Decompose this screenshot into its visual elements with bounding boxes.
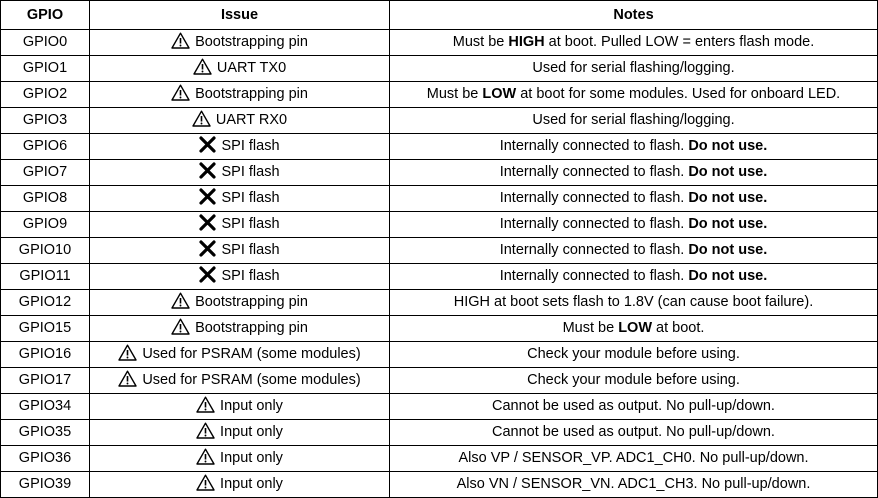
notes-cell [390, 368, 878, 394]
table-row [1, 420, 878, 446]
gpio-cell: GPIO8 [1, 186, 90, 212]
notes-text: Internally connected to flash. [499, 164, 689, 180]
notes-text: Used for serial flashing/logging. [532, 60, 735, 76]
gpio-cell: GPIO17 [1, 368, 90, 394]
table-row [1, 160, 878, 186]
cross-mark-icon [199, 240, 216, 257]
gpio-cell: GPIO16 [1, 342, 90, 368]
issue-cell [90, 134, 390, 160]
table-row [1, 472, 878, 498]
table-row [1, 342, 878, 368]
table-row [1, 56, 878, 82]
notes-text: HIGH at boot sets flash to 1.8V (can cause boot failure). [453, 294, 814, 310]
notes-cell [390, 290, 878, 316]
notes-cell [390, 56, 878, 82]
issue-text: Bootstrapping pin [195, 320, 308, 336]
issue-cell [90, 368, 390, 394]
gpio-cell: GPIO10 [1, 238, 90, 264]
notes-emphasis: Do not use. [688, 242, 768, 258]
notes-text: at boot. [652, 320, 705, 336]
notes-cell [390, 316, 878, 342]
issue-cell [90, 264, 390, 290]
issue-cell [90, 472, 390, 498]
gpio-cell: GPIO1 [1, 56, 90, 82]
issue-text: Bootstrapping pin [195, 34, 308, 50]
issue-cell [90, 108, 390, 134]
issue-text: SPI flash [221, 242, 280, 258]
issue-text: Input only [220, 476, 283, 492]
header-issue: Issue [90, 1, 390, 30]
notes-cell [390, 264, 878, 290]
notes-emphasis: Do not use. [688, 138, 768, 154]
notes-emphasis: Do not use. [688, 164, 768, 180]
notes-cell [390, 160, 878, 186]
gpio-cell: GPIO2 [1, 82, 90, 108]
table-body [1, 30, 878, 498]
header-gpio: GPIO [1, 1, 90, 30]
notes-text: Internally connected to flash. [499, 268, 689, 284]
issue-text: Used for PSRAM (some modules) [142, 372, 361, 388]
issue-text: Bootstrapping pin [195, 86, 308, 102]
issue-cell [90, 186, 390, 212]
table-row [1, 212, 878, 238]
issue-cell [90, 238, 390, 264]
notes-emphasis: HIGH [508, 34, 545, 50]
warning-triangle-icon [118, 370, 137, 387]
notes-text: Also VP / SENSOR_VP. ADC1_CH0. No pull-up/down. [458, 450, 809, 466]
notes-emphasis: Do not use. [688, 190, 768, 206]
gpio-cell: GPIO3 [1, 108, 90, 134]
cross-mark-icon [199, 214, 216, 231]
table-row [1, 394, 878, 420]
gpio-cell: GPIO0 [1, 30, 90, 56]
issue-cell [90, 160, 390, 186]
warning-triangle-icon [171, 292, 190, 309]
notes-cell [390, 134, 878, 160]
issue-text: SPI flash [221, 138, 280, 154]
cross-mark-icon [199, 188, 216, 205]
notes-emphasis: Do not use. [688, 268, 768, 284]
warning-triangle-icon [192, 110, 211, 127]
issue-cell [90, 82, 390, 108]
table-row [1, 134, 878, 160]
issue-cell [90, 420, 390, 446]
gpio-cell: GPIO39 [1, 472, 90, 498]
notes-text: Internally connected to flash. [499, 190, 689, 206]
issue-cell [90, 290, 390, 316]
notes-text: Internally connected to flash. [499, 138, 689, 154]
table-row [1, 446, 878, 472]
notes-emphasis: Do not use. [688, 216, 768, 232]
table-row [1, 316, 878, 342]
gpio-cell: GPIO34 [1, 394, 90, 420]
issue-cell [90, 212, 390, 238]
table-row [1, 108, 878, 134]
warning-triangle-icon [118, 344, 137, 361]
notes-text: Must be [562, 320, 619, 336]
notes-cell [390, 186, 878, 212]
notes-text: Cannot be used as output. No pull-up/down. [492, 424, 775, 440]
notes-cell [390, 446, 878, 472]
table-row [1, 30, 878, 56]
table-row [1, 368, 878, 394]
cross-mark-icon [199, 266, 216, 283]
gpio-cell: GPIO15 [1, 316, 90, 342]
issue-text: SPI flash [221, 268, 280, 284]
warning-triangle-icon [196, 448, 215, 465]
notes-text: at boot. Pulled LOW = enters flash mode. [544, 34, 815, 50]
issue-text: UART RX0 [215, 112, 288, 128]
warning-triangle-icon [171, 84, 190, 101]
notes-text: Used for serial flashing/logging. [532, 112, 735, 128]
gpio-cell: GPIO9 [1, 212, 90, 238]
header-row [1, 1, 878, 30]
issue-cell [90, 446, 390, 472]
notes-cell [390, 212, 878, 238]
issue-text: UART TX0 [216, 60, 287, 76]
notes-text: Internally connected to flash. [499, 216, 689, 232]
notes-cell [390, 108, 878, 134]
notes-text: Must be [426, 86, 483, 102]
warning-triangle-icon [171, 318, 190, 335]
warning-triangle-icon [196, 422, 215, 439]
notes-cell [390, 30, 878, 56]
notes-cell [390, 420, 878, 446]
table-row [1, 264, 878, 290]
notes-emphasis: LOW [482, 86, 517, 102]
issue-cell [90, 316, 390, 342]
issue-text: SPI flash [221, 164, 280, 180]
gpio-cell: GPIO36 [1, 446, 90, 472]
issue-cell [90, 56, 390, 82]
table-row [1, 82, 878, 108]
notes-text: Must be [452, 34, 509, 50]
issue-text: Bootstrapping pin [195, 294, 308, 310]
notes-text: Check your module before using. [527, 372, 740, 388]
issue-text: Input only [220, 424, 283, 440]
cross-mark-icon [199, 162, 216, 179]
warning-triangle-icon [196, 396, 215, 413]
notes-text: at boot for some modules. Used for onboard LED. [516, 86, 841, 102]
notes-text: Internally connected to flash. [499, 242, 689, 258]
warning-triangle-icon [196, 474, 215, 491]
issue-cell [90, 342, 390, 368]
notes-text: Cannot be used as output. No pull-up/down. [492, 398, 775, 414]
gpio-cell: GPIO6 [1, 134, 90, 160]
notes-cell [390, 472, 878, 498]
table-row [1, 186, 878, 212]
warning-triangle-icon [171, 32, 190, 49]
gpio-cell: GPIO12 [1, 290, 90, 316]
notes-cell [390, 342, 878, 368]
notes-cell [390, 82, 878, 108]
issue-text: Input only [220, 450, 283, 466]
issue-text: SPI flash [221, 190, 280, 206]
issue-text: Used for PSRAM (some modules) [142, 346, 361, 362]
issue-text: SPI flash [221, 216, 280, 232]
notes-cell [390, 394, 878, 420]
gpio-cell: GPIO11 [1, 264, 90, 290]
issue-cell [90, 30, 390, 56]
cross-mark-icon [199, 136, 216, 153]
table-row [1, 238, 878, 264]
notes-cell [390, 238, 878, 264]
notes-text: Also VN / SENSOR_VN. ADC1_CH3. No pull-up/down. [456, 476, 811, 492]
notes-emphasis: LOW [618, 320, 653, 336]
warning-triangle-icon [193, 58, 212, 75]
issue-text: Input only [220, 398, 283, 414]
notes-text: Check your module before using. [527, 346, 740, 362]
header-notes: Notes [390, 1, 878, 30]
table-row [1, 290, 878, 316]
gpio-cell: GPIO35 [1, 420, 90, 446]
gpio-cell: GPIO7 [1, 160, 90, 186]
issue-cell [90, 394, 390, 420]
